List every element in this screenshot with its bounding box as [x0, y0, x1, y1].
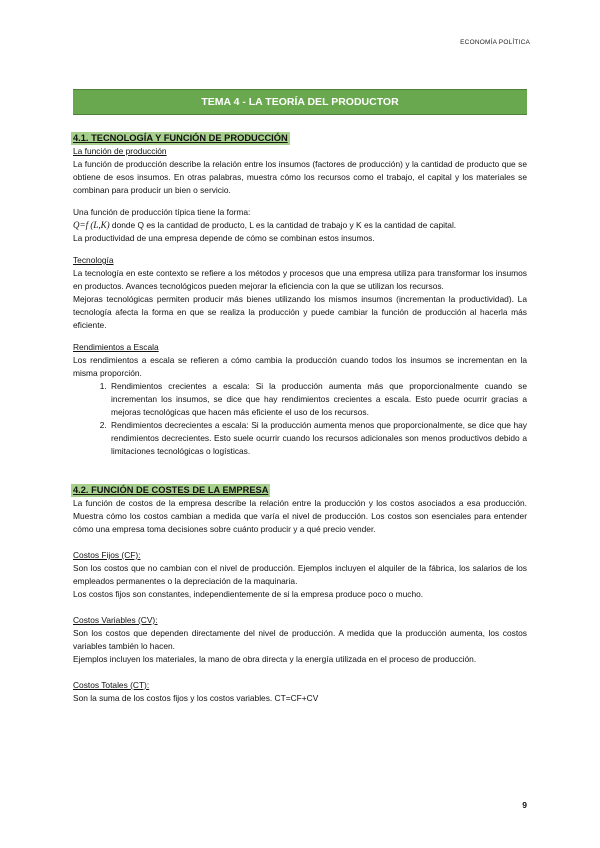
returns-to-scale-list: [73, 380, 527, 458]
subheading-technology: Tecnología: [73, 255, 114, 265]
paragraph-formula: [73, 219, 527, 232]
paragraph-fixed-costs-1: Son los costos que no cambian con el nivel de producción. Ejemplos incluyen el alquiler de la fábrica, los salarios de los empleados permanentes o la depreciación de la maquinaria.: [73, 563, 527, 586]
chapter-title-banner: [73, 89, 527, 115]
paragraph-cost-function: La función de costos de la empresa describe la relación entre la producción y los costos asociados a esa producción. Muestra cómo los costos cambian a medida que varía el nivel de producción. Los costos son esenciales para entender cómo una empresa toma decisiones sobre cuánto producir y a qué precio vender.: [73, 498, 527, 534]
list-item: 1. Rendimientos crecientes a escala: Si la producción aumenta más que proporcionalmente cuando se incrementan los insumos, se dice que hay rendimientos crecientes a escala. Esto puede ocurrir gracias a mejoras tecnológicas que hacen más eficiente el uso de los recursos.: [109, 380, 527, 419]
chapter-title: TEMA 4 - LA TEORÍA DEL PRODUCTOR: [201, 96, 399, 108]
paragraph-variable-costs-2: Ejemplos incluyen los materiales, la mano de obra directa y la energía utilizada en el proceso de producción.: [73, 654, 477, 664]
section-heading-4-2: 4.2. FUNCIÓN DE COSTES DE LA EMPRESA: [73, 485, 269, 495]
formula: Q=f (L,K): [73, 220, 110, 230]
paragraph-typical-form: Una función de producción típica tiene la forma:: [73, 207, 251, 217]
subheading-production-function: La función de producción: [73, 146, 167, 156]
page-content: [73, 132, 527, 705]
subheading-fixed-costs: Costos Fijos (CF):: [73, 550, 141, 560]
paragraph-returns-to-scale: Los rendimientos a escala se refieren a cómo cambia la producción cuando todos los insumos se incrementan en la misma proporción.: [73, 355, 527, 378]
running-header: ECONOMÍA POLÍTICA: [460, 39, 530, 46]
paragraph-productivity: La productividad de una empresa depende de cómo se combinan estos insumos.: [73, 233, 375, 243]
page-number: 9: [522, 800, 527, 810]
paragraph-fixed-costs-2: Los costos fijos son constantes, independientemente de si la empresa produce poco o mucho.: [73, 589, 424, 599]
paragraph-technology-2: Mejoras tecnológicas permiten producir más bienes utilizando los mismos insumos (incrementan la productividad). La tecnología afecta la forma en que se realiza la producción y puede cambiar la función de producción al hacerla más eficiente.: [73, 294, 527, 330]
list-item: 2. Rendimientos decrecientes a escala: Si la producción aumenta menos que proporcionalmente, se dice que hay rendimientos decrecientes. Esto suele ocurrir cuando los recursos adicionales son menos productivos debido a limitaciones tecnológicas o logísticas.: [109, 419, 527, 458]
section-heading-4-1: 4.1. TECNOLOGÍA Y FUNCIÓN DE PRODUCCIÓN: [73, 133, 288, 143]
paragraph-technology-1: La tecnología en este contexto se refiere a los métodos y procesos que una empresa utiliza para transformar los insumos en productos. Avances tecnológicos pueden mejorar la eficiencia con la que se utilizan los recursos.: [73, 268, 527, 291]
paragraph-variable-costs-1: Son los costos que dependen directamente del nivel de producción. A medida que la producción aumenta, los costos variables también lo hacen.: [73, 628, 527, 651]
paragraph-production-function: La función de producción describe la relación entre los insumos (factores de producción) y la cantidad de producto que se obtiene de esos insumos. En otras palabras, muestra cómo los recursos como el trabajo, el capital y los materiales se combinan para producir un bien o servicio.: [73, 159, 527, 195]
subheading-total-costs: Costos Totales (CT):: [73, 680, 150, 690]
paragraph-total-costs: Son la suma de los costos fijos y los costos variables. CT=CF+CV: [73, 693, 319, 703]
formula-explanation: donde Q es la cantidad de producto, L es la cantidad de trabajo y K es la cantidad de capital.: [109, 220, 457, 230]
subheading-returns-to-scale: Rendimientos a Escala: [73, 342, 159, 352]
subheading-variable-costs: Costos Variables (CV):: [73, 615, 158, 625]
